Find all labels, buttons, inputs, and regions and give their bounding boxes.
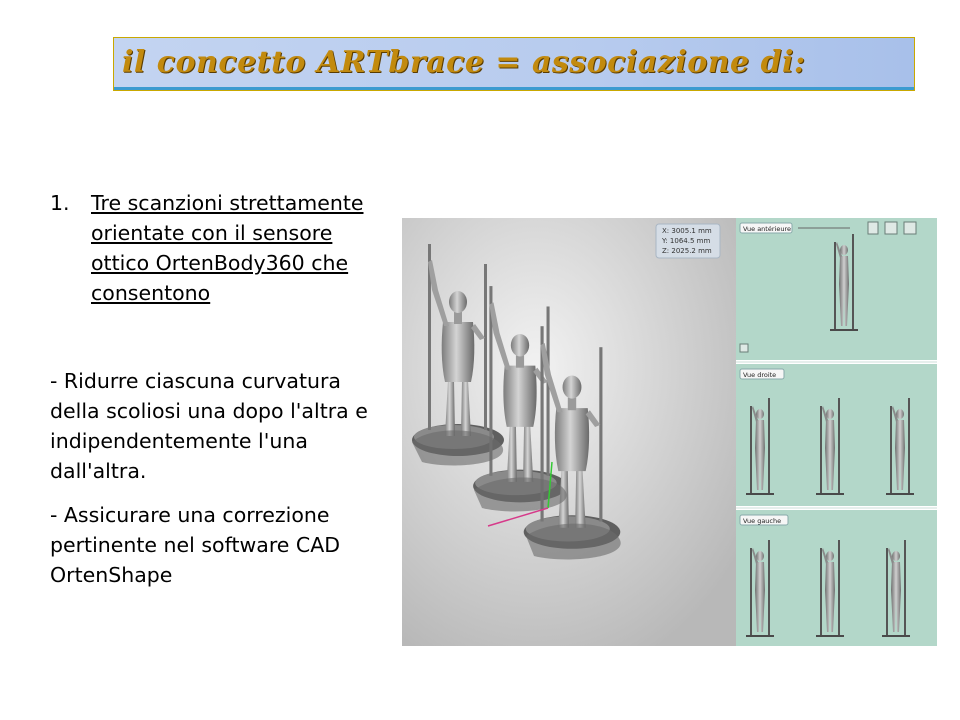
svg-text:Vue antérieure: Vue antérieure	[743, 225, 791, 233]
title-banner	[113, 37, 915, 91]
view-panel-right	[736, 364, 937, 506]
view-panel-anterior	[736, 218, 937, 360]
slide-title: il concetto ARTbrace = associazione di:	[122, 45, 806, 80]
svg-text:Y: 1064.5 mm: Y: 1064.5 mm	[662, 237, 711, 245]
list-number: 1.	[50, 191, 70, 215]
svg-text:Vue gauche: Vue gauche	[743, 517, 782, 525]
coord-readout	[656, 224, 720, 258]
list-text: Tre scanzioni strettamente orientate con il sensore ottico OrtenBody360 che consentono	[91, 191, 364, 305]
svg-text:Vue droite: Vue droite	[743, 371, 777, 379]
scan-screenshot	[402, 218, 937, 646]
svg-text:Z: 2025.2 mm: Z: 2025.2 mm	[662, 247, 712, 255]
paragraph-cad-correction: - Assicurare una correzione pertinente nel software CAD OrtenShape	[50, 503, 341, 587]
view-panel-left	[736, 510, 937, 646]
svg-text:X: 3005.1 mm: X: 3005.1 mm	[662, 227, 712, 235]
paragraph-reduce-curvature: - Ridurre ciascuna curvatura della scoliosi una dopo l'altra e indipendentemente l'una dall'altra.	[50, 369, 368, 483]
